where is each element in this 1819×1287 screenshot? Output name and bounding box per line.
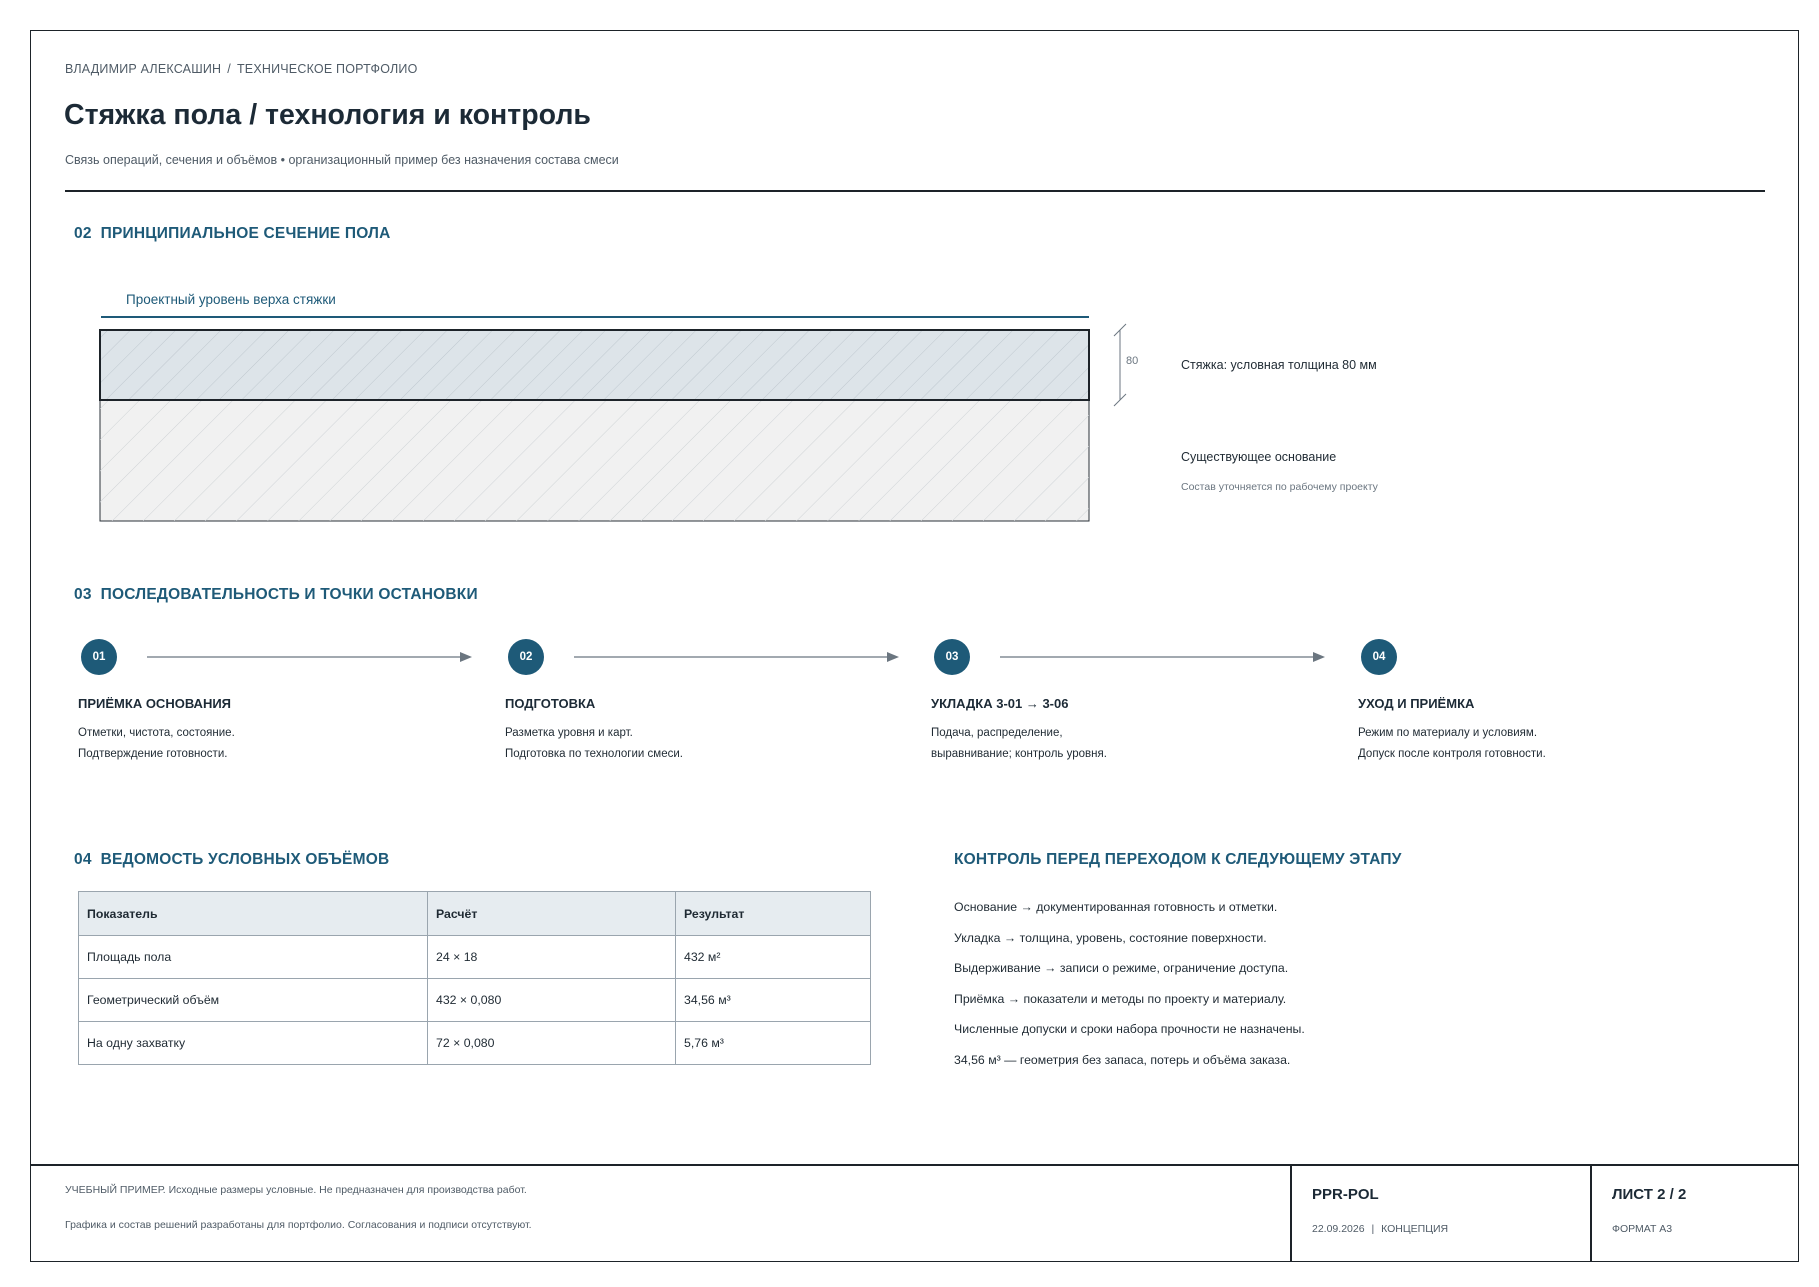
step-title: УКЛАДКА 3-01 → 3-06 [931, 696, 1069, 711]
screed-label: Стяжка: условная толщина 80 мм [1181, 358, 1377, 372]
section-title-volumes [74, 851, 389, 869]
control-item: Укладка → толщина, уровень, состояние поверхности. [954, 931, 1267, 945]
base-label: Существующее основание [1181, 450, 1337, 464]
control-item: Приёмка → показатели и методы по проекту и материалу. [954, 992, 1287, 1006]
step-number-circle: 04 [1361, 639, 1397, 675]
table-cell: Геометрический объём [79, 979, 428, 1022]
control-item: 34,56 м³ — геометрия без запаса, потерь и объёма заказа. [954, 1053, 1291, 1067]
title-block-separator [1290, 1164, 1292, 1262]
table-row [79, 936, 871, 979]
step-number-circle: 03 [934, 639, 970, 675]
section-number: 03 [74, 586, 92, 603]
section-number: 02 [74, 225, 92, 242]
section-title-text: ПРИНЦИПИАЛЬНОЕ СЕЧЕНИЕ ПОЛА [100, 225, 391, 242]
sheet-format: ФОРМАТ А3 [1612, 1223, 1673, 1235]
document-meta [1312, 1223, 1448, 1235]
table-cell: 72 × 0,080 [428, 1022, 676, 1065]
section-title-control: КОНТРОЛЬ ПЕРЕД ПЕРЕХОДОМ К СЛЕДУЮЩЕМУ ЭТАПУ [954, 851, 1402, 868]
document-date: 22.09.2026 [1312, 1223, 1365, 1235]
table-cell: На одну захватку [79, 1022, 428, 1065]
table-cell: 34,56 м³ [676, 979, 871, 1022]
step-line: Режим по материалу и условиям. [1358, 727, 1538, 739]
volumes-table [78, 891, 871, 1065]
breadcrumb-separator: / [227, 62, 231, 76]
section-title-sequence [74, 586, 478, 604]
column-header: Показатель [79, 892, 428, 936]
section-title-text: ВЕДОМОСТЬ УСЛОВНЫХ ОБЪЁМОВ [100, 851, 390, 868]
design-level-line [101, 316, 1089, 318]
step-arrow [147, 651, 472, 663]
step-number-circle: 02 [508, 639, 544, 675]
step-arrow [1000, 651, 1325, 663]
dimension-label: 80 [1126, 355, 1139, 367]
design-level-label: Проектный уровень верха стяжки [126, 292, 336, 307]
header-divider [65, 190, 1765, 192]
drawing-sheet-frame [30, 30, 1799, 1262]
table-cell: 432 × 0,080 [428, 979, 676, 1022]
column-header: Расчёт [428, 892, 676, 936]
title-block-separator [1590, 1164, 1592, 1262]
column-header: Результат [676, 892, 871, 936]
control-item: Основание → документированная готовность и отметки. [954, 900, 1278, 914]
meta-separator: | [1371, 1223, 1375, 1235]
base-hatch [100, 400, 1089, 521]
document-code: PPR-POL [1312, 1186, 1379, 1203]
disclaimer-note: Графика и состав решений разработаны для портфолио. Согласования и подписи отсутствуют. [65, 1219, 532, 1231]
breadcrumb-portfolio: ТЕХНИЧЕСКОЕ ПОРТФОЛИО [236, 62, 418, 76]
step-title: ПОДГОТОВКА [505, 696, 596, 711]
table-row [79, 979, 871, 1022]
step-number-circle: 01 [81, 639, 117, 675]
document-status: КОНЦЕПЦИЯ [1381, 1223, 1449, 1235]
section-title-text: ПОСЛЕДОВАТЕЛЬНОСТЬ И ТОЧКИ ОСТАНОВКИ [100, 586, 478, 603]
step-line: Разметка уровня и карт. [505, 727, 633, 739]
section-title-floor-cut [74, 225, 391, 243]
floor-cross-section [95, 320, 1145, 530]
step-line: Отметки, чистота, состояние. [78, 727, 235, 739]
table-row [79, 1022, 871, 1065]
table-cell: Площадь пола [79, 936, 428, 979]
step-title: ПРИЁМКА ОСНОВАНИЯ [78, 696, 232, 711]
step-arrow [574, 651, 899, 663]
step-line: Подача, распределение, [931, 727, 1063, 739]
control-item: Выдерживание → записи о режиме, ограничение доступа. [954, 961, 1289, 975]
step-line: Допуск после контроля готовности. [1358, 748, 1546, 760]
table-header-row [79, 892, 871, 936]
step-line: Подготовка по технологии смеси. [505, 748, 683, 760]
title-block-divider [30, 1164, 1799, 1166]
step-card [1358, 696, 1546, 765]
sheet-number: ЛИСТ 2 / 2 [1612, 1186, 1687, 1203]
step-card [505, 696, 683, 765]
breadcrumb [65, 62, 418, 76]
step-card [931, 696, 1107, 765]
control-item: Численные допуски и сроки набора прочности не назначены. [954, 1022, 1305, 1036]
base-note: Состав уточняется по рабочему проекту [1181, 481, 1378, 493]
step-title: УХОД И ПРИЁМКА [1358, 696, 1475, 711]
table-cell: 5,76 м³ [676, 1022, 871, 1065]
step-line: Подтверждение готовности. [78, 748, 228, 760]
page-title: Стяжка пола / технология и контроль [64, 99, 591, 131]
breadcrumb-author: ВЛАДИМИР АЛЕКСАШИН [65, 62, 222, 76]
disclaimer-note: УЧЕБНЫЙ ПРИМЕР. Исходные размеры условные. Не предназначен для производства работ. [65, 1184, 527, 1196]
page-subtitle: Связь операций, сечения и объёмов • организационный пример без назначения состава смеси [65, 153, 619, 167]
section-number: 04 [74, 851, 92, 868]
table-cell: 432 м² [676, 936, 871, 979]
step-line: выравнивание; контроль уровня. [931, 748, 1107, 760]
step-card [78, 696, 235, 765]
table-cell: 24 × 18 [428, 936, 676, 979]
screed-hatch [101, 331, 1088, 399]
